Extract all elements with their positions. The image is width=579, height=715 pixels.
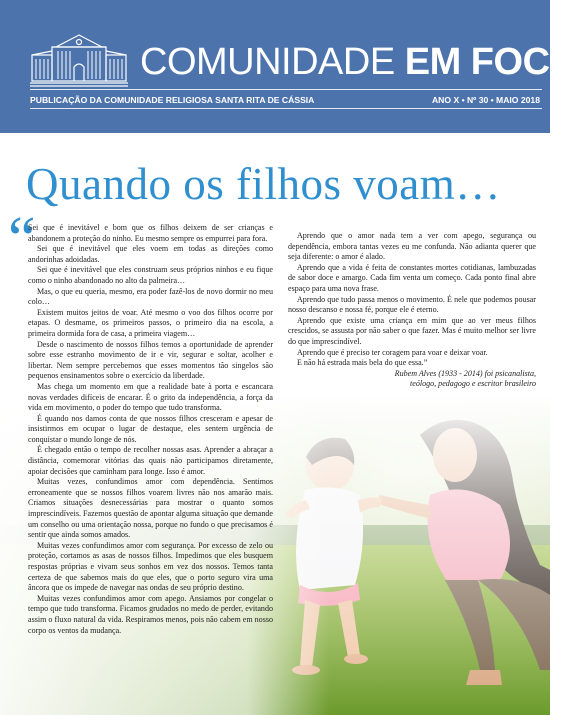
masthead-rule-top xyxy=(30,89,542,90)
masthead-word-1: COMUNIDADE xyxy=(140,41,395,83)
paragraph: Aprendo que tudo passa menos o movimento. É nele que podemos pousar nosso descanso e nossa fé, porque ele é eterno. xyxy=(288,294,536,315)
masthead-title xyxy=(140,40,579,84)
paragraph: Sei que é inevitável que eles construam seus próprios ninhos e eu fique como o ninho abandonado no alto da palmeira… xyxy=(28,265,273,285)
article-column-1 xyxy=(28,223,273,636)
paragraph: Muitas vezes confundimos amor com segurança. Por excesso de zelo ou proteção, cortamos as asas de nossos filhos. Impedimos que eles busquem respostas próprias e vivam seus sonhos em vez dos nossos. Temos tanta certeza de que sabemos mais do que eles, que o porto seguro vira uma âncora que os impede de navegar nas ondas de seu próprio destino. xyxy=(28,540,273,593)
paragraph: E não há estrada mais bela do que essa.” xyxy=(297,358,428,368)
paragraph: É quando nos damos conta de que nossos filhos cresceram e apesar de insistirmos em ocupar o lugar de destaque, eles sentem urgência de conquistar o mundo longe de nós. xyxy=(28,413,273,444)
paragraph: É chegado então o tempo de recolher nossas asas. Aprender a abraçar a distância, comemorar vitórias das quais não participamos diretamente, apoiar decisões que caminham para longe. Isso é amor. xyxy=(28,445,273,476)
paragraph: Existem muitos jeitos de voar. Até mesmo o voo dos filhos ocorre por etapas. O desmame, os primeiros passos, o primeiro dia na escola, a primeira dormida fora de casa, a primeira viagem… xyxy=(28,307,273,338)
article-title: Quando os filhos voam… xyxy=(26,159,501,209)
paragraph: Mas, o que eu queria, mesmo, era poder fazê-los de novo dormir no meu colo… xyxy=(28,286,273,307)
publication-subtitle: PUBLICAÇÃO DA COMUNIDADE RELIGIOSA SANTA RITA DE CÁSSIA xyxy=(30,95,315,105)
issue-info: ANO X • Nº 30 • MAIO 2018 xyxy=(431,95,540,105)
masthead-rule-bottom xyxy=(30,108,542,109)
paragraph: Aprendo que a vida é feita de constantes mortes cotidianas, lambuzadas de sabor doce e amargo. Cada fim venta um começo. Cada ponto final abre espaço para uma nova frase. xyxy=(288,262,536,293)
paragraph: Desde o nascimento de nossos filhos temos a oportunidade de aprender sobre esse estranho movimento de ir e vir, segurar e soltar, acolher e libertar. Nem sempre percebemos que esses momentos tão singelos são pequenos ensinamentos sobre o exercício da liberdade. xyxy=(28,339,273,381)
paragraph: Sei que é inevitável que eles voem em todas as direções como andorinhas adoidadas. xyxy=(28,244,273,264)
opening-quote-mark: “ xyxy=(8,205,36,273)
article-column-2 xyxy=(288,231,536,390)
paragraph: Muitas vezes confundimos amor com apego. Ansiamos por congelar o tempo que tudo transforma. Ficamos grudados no medo de perder, evitando assim o fluxo natural da vida. Respiramos menos, pois não cabem em nosso corpo os ventos da mudança. xyxy=(28,593,273,635)
masthead-word-2: EM FOCO xyxy=(404,41,579,83)
author-credit-line-1: Rubem Alves (1933 - 2014) foi psicanalista, xyxy=(394,368,536,378)
paragraph: Aprendo que existe uma criança em mim que ao ver meus filhos crescidos, se assusta por não saber o que fazer. Mas é muito melhor ser livre do que imprescindível. xyxy=(288,315,536,346)
paragraph: Sei que é inevitável e bom que os filhos deixem de ser crianças e abandonem a proteção do ninho. Eu mesmo sempre os empurrei para fora. xyxy=(28,223,273,243)
masthead-banner xyxy=(0,0,579,133)
church-building-icon xyxy=(30,31,128,87)
paragraph: Aprendo que o amor nada tem a ver com apego, segurança ou dependência, embora tantas vezes eu me confunda. Não adianta querer que seja diferente: o amor é alado. xyxy=(288,231,536,262)
paragraph: Aprendo que é preciso ter coragem para voar e deixar voar. xyxy=(297,347,488,357)
author-credit-line-2: teólogo, pedagogo e escritor brasileiro xyxy=(410,379,536,389)
paragraph: Muitas vezes, confundimos amor com dependência. Sentimos erroneamente que se nossos filhos voarem livres não nos amarão mais. Criamos situações desnecessárias para mostrar o quanto somos imprescindíveis. Fazemos questão de apontar alguma situação que demande um conselho ou uma orientação nossa, porque no fundo o que precisamos é sentir que ainda somos amados. xyxy=(28,477,273,540)
paragraph: Mas chega um momento em que a realidade bate à porta e escancara novas verdades difíceis de encarar. É o grito da independência, a força da vida em movimento, o poder do tempo que tudo transforma. xyxy=(28,381,273,413)
